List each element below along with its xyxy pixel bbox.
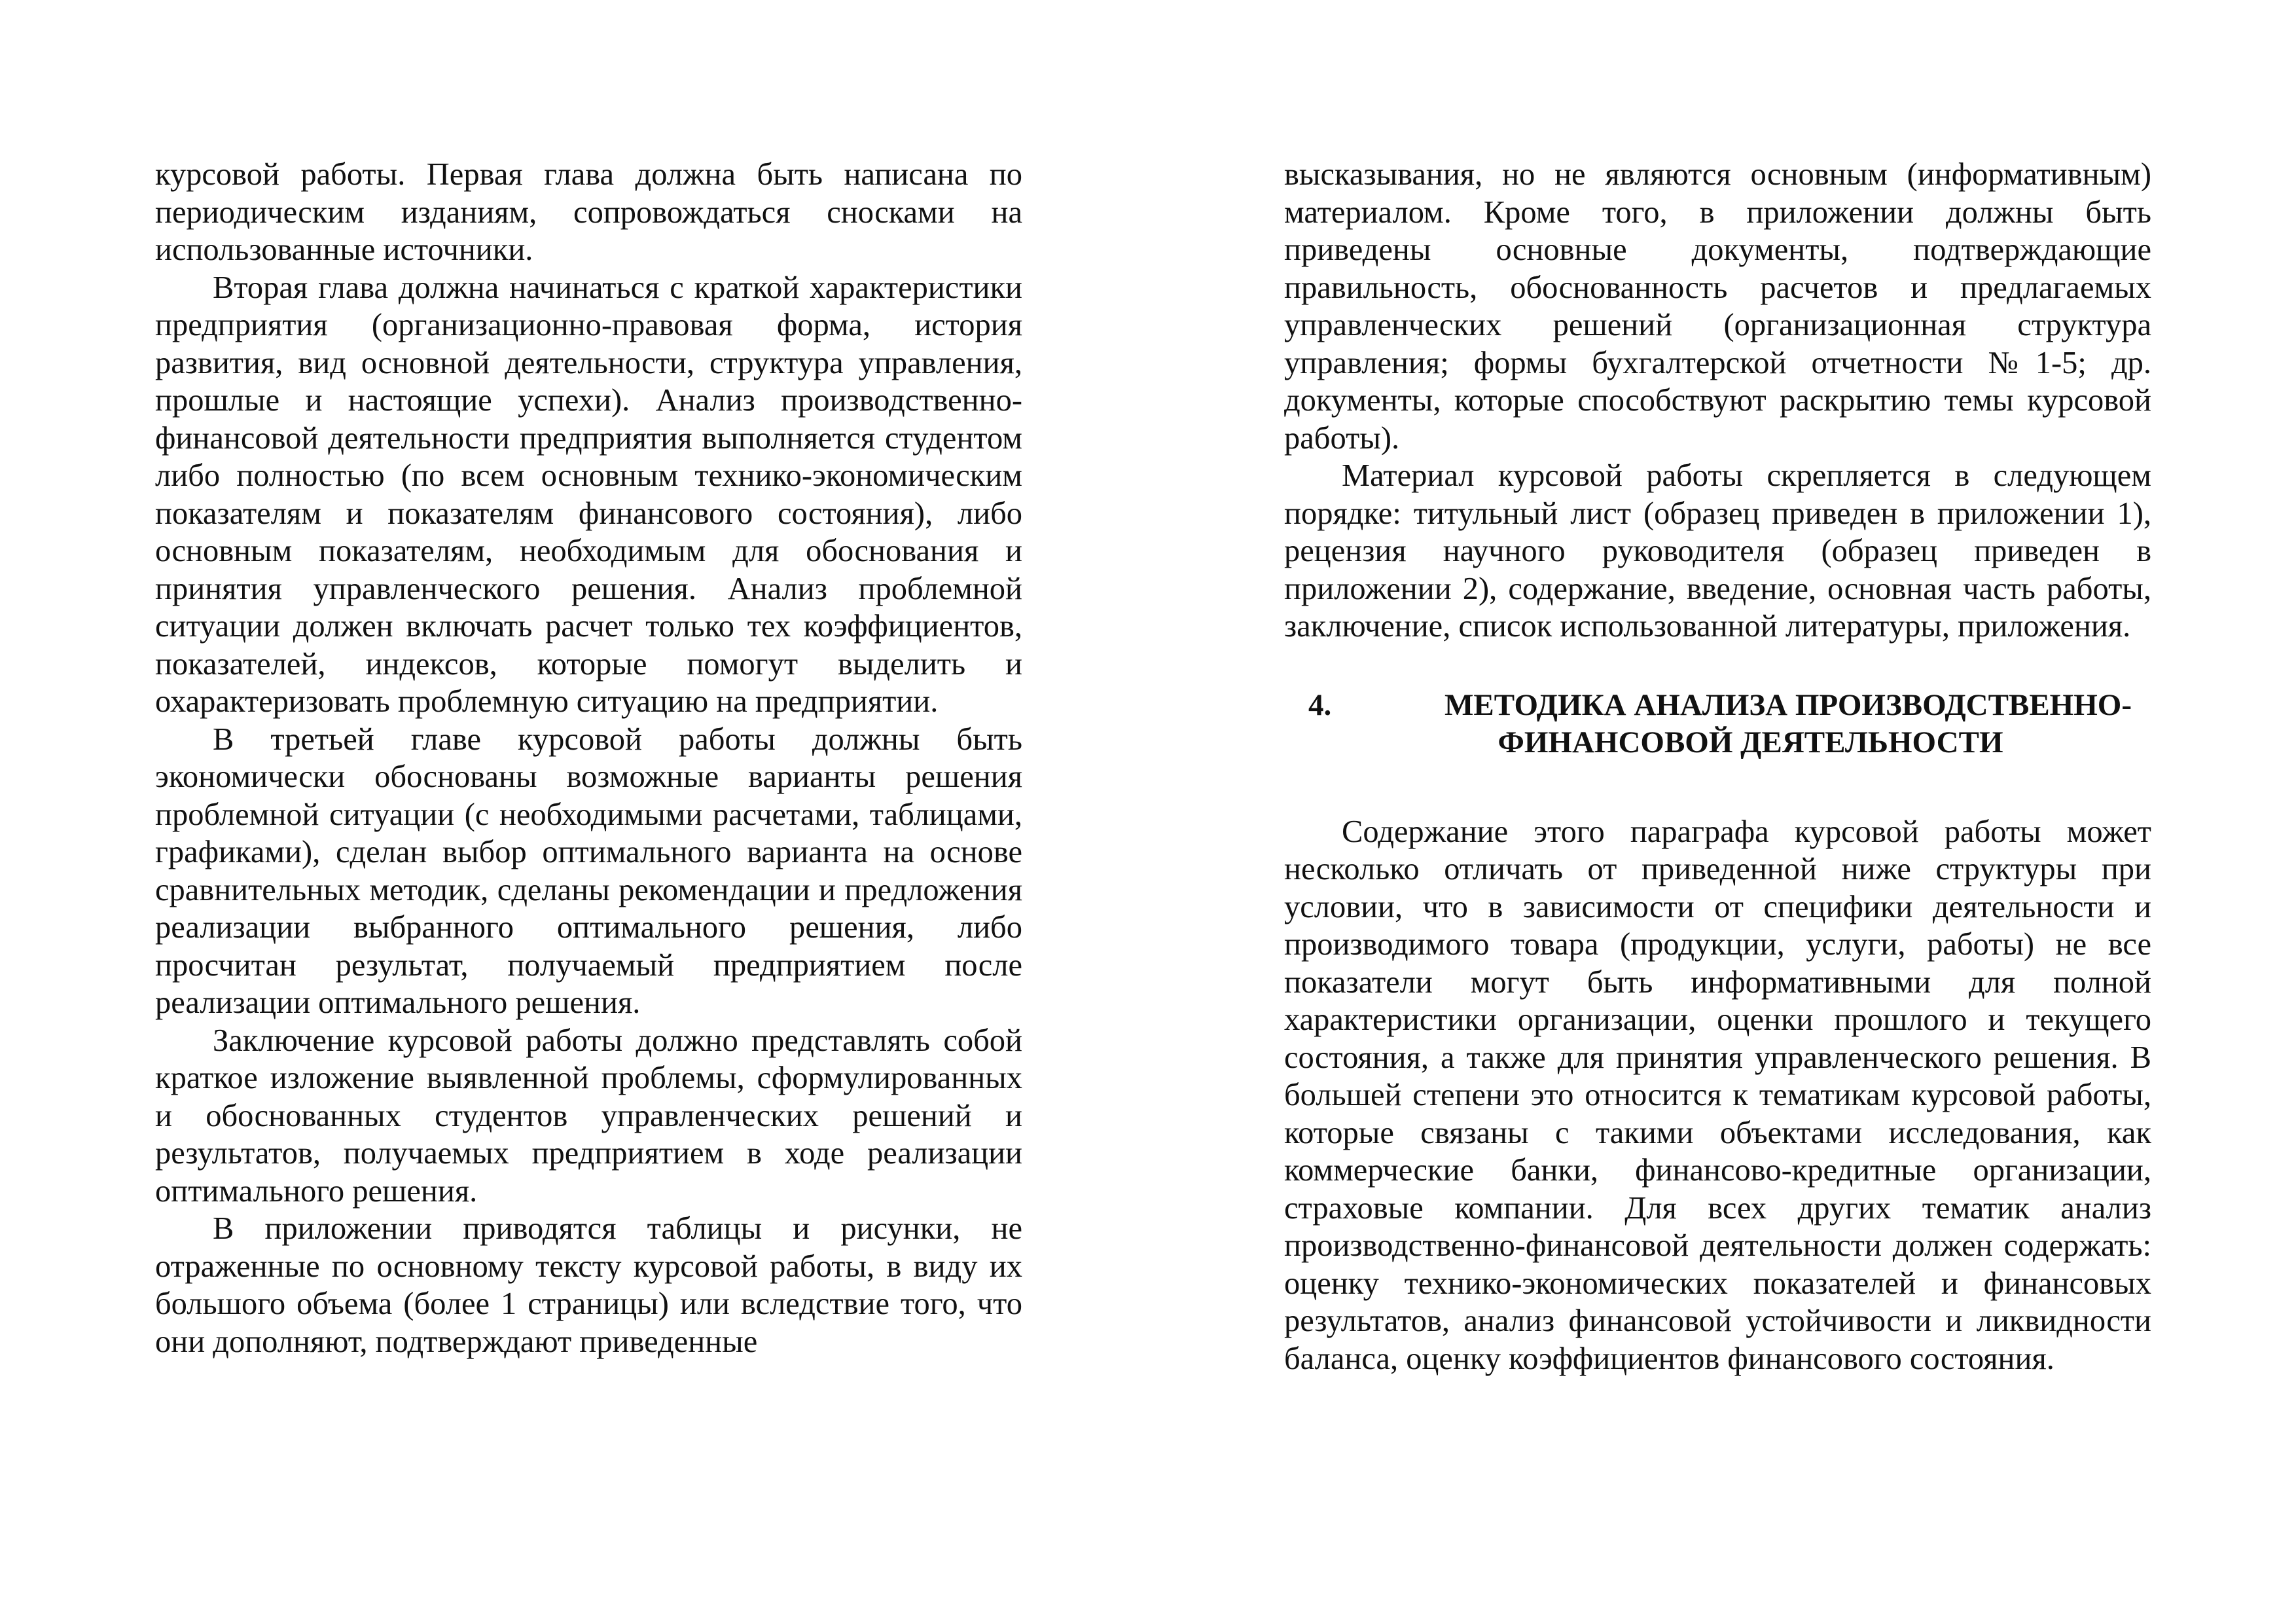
paragraph-right-3: Содержание этого параграфа курсовой работы может несколько отличать от приведенной ниже структуры при условии, что в зависимости от специфики деятельности и производимого товара (продукции, услуги, работы) не все показатели могут быть информативными для полной характеристики организации, оценки прошлого и текущего состояния, а также для принятия управленческого решения. В большей степени это относится к тематикам курсовой работы, которые связаны с такими объектами исследования, как коммерческие банки, финансово-кредитные организации, страховые компании. Для всех других тематик анализ производственно-финансовой деятельности должен содержать: оценку технико-экономических показателей и финансовых результатов, анализ финансовой устойчивости и ликвидности баланса, оценку коэффициентов финансового состояния. <box>1284 814 2151 1376</box>
paragraph-left-2: Вторая глава должна начинаться с краткой характеристики предприятия (организационно-правовая форма, история развития, вид основной деятельности, структура управления, прошлые и настоящие успехи). Анализ производственно-финансовой деятельности предприятия выполняется студентом либо полностью (по всем основным технико-экономическим показателям и показателям финансового состояния), либо основным показателям, необходимым для обоснования и принятия управленческого решения. Анализ проблемной ситуации должен включать расчет только тех коэффициентов, показателей, индексов, которые помогут выделить и охарактеризовать проблемную ситуацию на предприятии. <box>155 270 1022 719</box>
section-title-line-1: МЕТОДИКА АНАЛИЗА ПРОИЗВОДСТВЕННО- <box>1444 687 2132 722</box>
paragraph-right-1: высказывания, но не являются основным (информативным) материалом. Кроме того, в приложении должны быть приведены основные документы, подтверждающие правильность, обоснованность расчетов и предлагаемых управленческих решений (организационная структура управления; формы бухгалтерской отчетности №1-5; др. документы, которые способствуют раскрытию темы курсовой работы). <box>1284 157 2151 456</box>
section-title-line-2: ФИНАНСОВОЙ ДЕЯТЕЛЬНОСТИ <box>1498 725 2003 759</box>
section-heading <box>1284 687 2151 762</box>
paragraph-left-5: В приложении приводятся таблицы и рисунки, не отраженные по основному тексту курсовой работы, в виду их большого объема (более 1 страницы) или вследствие того, что они дополняют, подтверждают приведенные <box>155 1211 1022 1359</box>
paragraph-left-3: В третьей главе курсовой работы должны быть экономически обоснованы возможные варианты решения проблемной ситуации (с необходимыми расчетами, таблицами, графиками), сделан выбор оптимального варианта на основе сравнительных методик, сделаны рекомендации и предложения реализации выбранного оптимального решения, либо просчитан результат, получаемый предприятием после реализации оптимального решения. <box>155 721 1022 1020</box>
paragraph-left-4: Заключение курсовой работы должно представлять собой краткое изложение выявленной проблемы, сформулированных и обоснованных студентов управленческих решений и результатов, получаемых предприятием в ходе реализации оптимального решения. <box>155 1023 1022 1209</box>
left-page-column <box>155 156 1022 1360</box>
paragraph-right-2: Материал курсовой работы скрепляется в следующем порядке: титульный лист (образец приведен в приложении 1), рецензия научного руководителя (образец приведен в приложении 2), содержание, введение, основная часть работы, заключение, список использованной литературы, приложения. <box>1284 458 2151 644</box>
section-title <box>1350 687 2151 762</box>
right-page-column <box>1284 156 2151 1377</box>
paragraph-left-1: курсовой работы. Первая глава должна быть написана по периодическим изданиям, сопровождаться сносками на использованные источники. <box>155 157 1022 267</box>
section-number: 4. <box>1308 687 1332 722</box>
